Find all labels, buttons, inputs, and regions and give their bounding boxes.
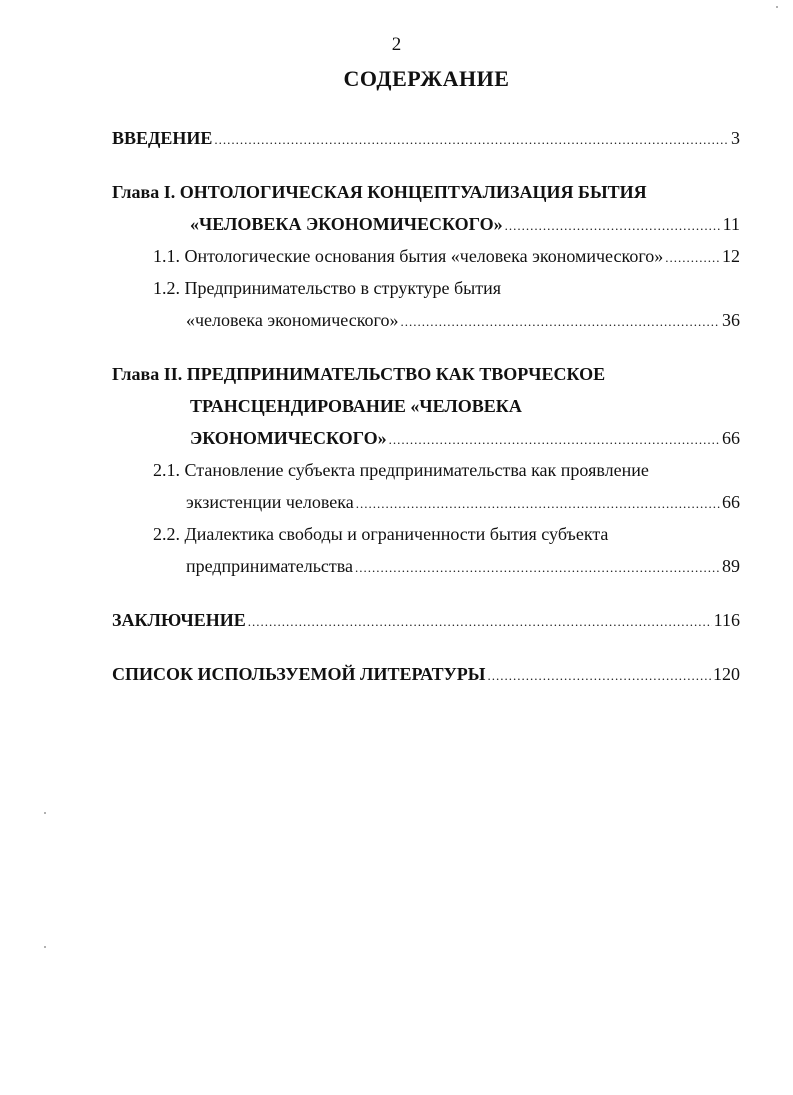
- toc-chapter-1-line1[interactable]: [112, 182, 647, 208]
- toc-entry-page: 66: [722, 428, 740, 448]
- toc-entry-label: 2.1. Становление субъекта предпринимательства как проявление: [153, 460, 649, 480]
- toc-section-2-2-line1[interactable]: [153, 524, 608, 550]
- toc-chapter-2-line2[interactable]: [190, 396, 522, 422]
- toc-chapter-2-line1[interactable]: [112, 364, 605, 390]
- toc-section-2-1-line1[interactable]: [153, 460, 649, 486]
- toc-leader-dots: [355, 560, 720, 576]
- toc-chapter-2-line3[interactable]: [190, 428, 740, 454]
- toc-entry-references[interactable]: [112, 664, 740, 690]
- toc-entry-label: СПИСОК ИСПОЛЬЗУЕМОЙ ЛИТЕРАТУРЫ: [112, 664, 486, 684]
- toc-entry-page: 12: [722, 246, 740, 266]
- toc-leader-dots: [505, 218, 721, 234]
- toc-entry-page: 11: [722, 214, 740, 234]
- toc-entry-label: ЭКОНОМИЧЕСКОГО»: [190, 428, 387, 448]
- toc-section-2-2-line2[interactable]: [186, 556, 740, 582]
- toc-chapter-1-line2[interactable]: [190, 214, 740, 240]
- page-number: 2: [391, 34, 402, 55]
- toc-entry-page: 116: [713, 610, 740, 630]
- toc-entry-label: 1.1. Онтологические основания бытия «человека экономического»: [153, 246, 664, 266]
- toc-entry-label: 1.2. Предпринимательство в структуре бытия: [153, 278, 502, 298]
- toc-entry-page: 36: [722, 310, 740, 330]
- toc-leader-dots: [356, 496, 720, 512]
- toc-leader-dots: [214, 132, 729, 148]
- scan-speck: [44, 812, 46, 814]
- toc-entry-label: «ЧЕЛОВЕКА ЭКОНОМИЧЕСКОГО»: [190, 214, 503, 234]
- toc-entry-label: ЗАКЛЮЧЕНИЕ: [112, 610, 246, 630]
- toc-leader-dots: [665, 250, 720, 266]
- toc-entry-page: 3: [731, 128, 740, 148]
- toc-leader-dots: [248, 614, 712, 630]
- toc-entry-label: экзистенции человека: [186, 492, 354, 512]
- toc-leader-dots: [487, 668, 711, 684]
- toc-entry-label: Глава I. ОНТОЛОГИЧЕСКАЯ КОНЦЕПТУАЛИЗАЦИЯ БЫТИЯ: [112, 182, 647, 202]
- page-title: СОДЕРЖАНИЕ: [343, 66, 510, 91]
- toc-section-1-2-line2[interactable]: [186, 310, 740, 336]
- toc-section-1-2-line1[interactable]: [153, 278, 501, 304]
- scan-speck: [776, 6, 778, 8]
- toc-section-2-1-line2[interactable]: [186, 492, 740, 518]
- toc-entry-label: «человека экономического»: [186, 310, 399, 330]
- toc-entry-page: 66: [722, 492, 740, 512]
- toc-section-1-1[interactable]: [153, 246, 740, 272]
- scan-speck: [44, 946, 46, 948]
- toc-entry-conclusion[interactable]: [112, 610, 740, 636]
- toc-entry-label: ТРАНСЦЕНДИРОВАНИЕ «ЧЕЛОВЕКА: [190, 396, 522, 416]
- toc-leader-dots: [400, 314, 720, 330]
- toc-entry-label: предпринимательства: [186, 556, 354, 576]
- toc-entry-page: 120: [713, 664, 740, 684]
- toc-entry-label: ВВЕДЕНИЕ: [112, 128, 213, 148]
- toc-entry-label: 2.2. Диалектика свободы и ограниченности бытия субъекта: [153, 524, 609, 544]
- toc-entry-label: Глава II. ПРЕДПРИНИМАТЕЛЬСТВО КАК ТВОРЧЕСКОЕ: [112, 364, 606, 384]
- toc-entry-intro[interactable]: [112, 128, 740, 154]
- toc-leader-dots: [389, 432, 720, 448]
- toc-entry-page: 89: [722, 556, 740, 576]
